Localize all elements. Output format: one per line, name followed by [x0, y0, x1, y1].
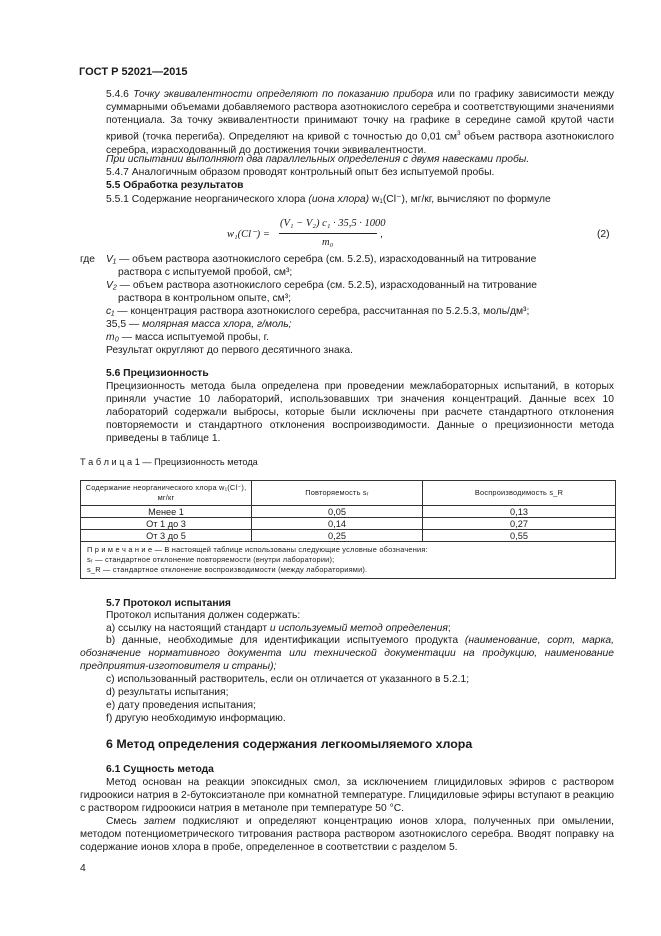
def-text: масса испытуемой пробы, г.: [134, 332, 269, 343]
italic-phrase: (наименование, сорт, марка, обозначение нормативного документа или технической документации на продукцию, наименование предприятия-изготовителя и страны);: [80, 635, 614, 673]
def-text: концентрация раствора азотнокислого серебра, рассчитанная по 5.2.5.3, моль/дм³;: [130, 306, 530, 317]
clause-number: 5.4.6: [106, 89, 134, 100]
cell-sr: 0,14: [252, 518, 423, 530]
cell-sR: 0,27: [423, 518, 616, 530]
list-text: b) данные, необходимые для идентификации испытуемого продукта: [106, 635, 465, 646]
where-label: где: [80, 254, 96, 265]
def-m0: [106, 331, 269, 344]
def-symbol: V₁ —: [106, 254, 130, 265]
def-symbol: V₂ —: [106, 280, 130, 291]
list-item-c: c) использованный растворитель, если он отличается от указанного в 5.2.1;: [106, 674, 470, 685]
list-item-d: d) результаты испытания;: [106, 687, 229, 698]
formula-lhs: w₁(Cl⁻) =: [227, 229, 270, 240]
cell-range: От 1 до 3: [81, 518, 252, 530]
table-caption: Т а б л и ц а 1 — Прецизионность метода: [80, 457, 258, 467]
def-symbol: c₁ —: [106, 306, 128, 317]
italic-phrase: затем: [143, 816, 176, 827]
def-v1-cont: раствора с испытуемой пробой, см³;: [118, 267, 293, 278]
list-text: ;: [447, 623, 451, 634]
note-line: sᵣ — стандартное отклонение повторяемости (внутри лаборатории);: [87, 555, 335, 564]
superscript: 3: [456, 130, 461, 138]
paragraph-5-4-7: 5.4.7 Аналогичным образом проводят контрольный опыт без испытуемой пробы.: [106, 167, 495, 178]
paragraph-text: w₁(Cl⁻), мг/кг, вычисляют по формуле: [369, 194, 551, 205]
paragraph-text: подкисляют и определяют концентрацию ионов хлора, полученных при омылении, методом потенциометрического титрования раствора раствором азотнокислого серебра. Вводят поправку на содержание ионов хлора в пробе, определенное в соответствии с разделом 5.: [80, 816, 614, 854]
italic-phrase: Точку эквивалентности определяют по показанию прибора: [133, 89, 434, 100]
paragraph-5-4-6: [106, 88, 614, 157]
def-c1: [106, 305, 529, 318]
header-reproducibility: Воспроизводимость s_R: [423, 481, 616, 506]
list-item-b: [80, 634, 614, 673]
italic-phrase: и используемый метод определения: [269, 623, 448, 634]
header-repeatability: Повторяемость sᵣ: [252, 481, 423, 506]
paragraph-text: или по графику зависимости между суммарными объемами добавляемого раствора азотнокислого серебра и соответствующими значениями потенциала. За точку эквивалентности принимают точку на графике в середине самой крутой части кривой (точка перегиба). Определяют на кривой с точностью до 0,01 см: [106, 89, 614, 143]
def-text: молярная масса хлора, г/моль;: [142, 319, 292, 330]
cell-range: Менее 1: [81, 506, 252, 518]
heading-section-6: 6 Метод определения содержания легкоомыляемого хлора: [106, 737, 473, 751]
paragraph-text: Смесь: [106, 816, 144, 827]
def-text: объем раствора азотнокислого серебра (см. 5.2.5), израсходованный на титрование: [132, 254, 537, 265]
paragraph-parallel-determinations: При испытании выполняют два параллельных определения с двумя навесками пробы.: [106, 154, 530, 165]
def-v1: [106, 253, 536, 266]
note-line: П р и м е ч а н и е — В настоящей таблице использованы следующие условные обозначения:: [87, 545, 428, 554]
cell-sr: 0,05: [252, 506, 423, 518]
list-item-e: e) дату проведения испытания;: [106, 700, 256, 711]
table-note: [81, 542, 616, 579]
heading-5-5: 5.5 Обработка результатов: [106, 180, 244, 191]
formula-denominator: m₀: [322, 237, 334, 248]
formula-number: (2): [597, 229, 610, 240]
def-symbol: 35,5 —: [106, 319, 140, 330]
cell-sR: 0,13: [423, 506, 616, 518]
heading-5-6: 5.6 Прецизионность: [106, 368, 209, 379]
paragraph-text: объем раствора азотнокислого серебра, израсходованный до достижения точки эквивалентности.: [106, 131, 614, 156]
formula-numerator: (V₁ − V₂) c₁ · 35,5 · 1000: [280, 218, 386, 229]
paragraph-6-1-a: Метод основан на реакции эпоксидных смол, за исключением глицидиловых эфиров с раствором гидроокиси натрия в 2-бутоксиэтаноле при комнатной температуре. Глицидиловые эфиры вступают в реакцию с раствором гидроокиси натрия в метаноле при температуре 50 °С.: [80, 777, 614, 815]
page-number: 4: [80, 863, 86, 874]
italic-phrase: (иона хлора): [308, 194, 370, 205]
paragraph-5-5-1: [106, 193, 551, 206]
def-v2: [106, 279, 537, 292]
paragraph-5-7: Протокол испытания должен содержать:: [106, 610, 301, 621]
note-line: s_R — стандартное отклонение воспроизводимости (между лабораториями).: [87, 565, 368, 574]
precision-table: [80, 480, 616, 579]
paragraph-text: 5.5.1 Содержание неорганического хлора: [106, 194, 309, 205]
def-35-5: [106, 318, 292, 331]
fraction-bar: [279, 233, 377, 234]
cell-range: От 3 до 5: [81, 530, 252, 542]
list-text: а) ссылку на настоящий стандарт: [106, 623, 270, 634]
list-item-f: f) другую необходимую информацию.: [106, 713, 286, 724]
paragraph-6-1-b: [80, 815, 614, 854]
def-text: объем раствора азотнокислого серебра (см. 5.2.5), израсходованный на титрование: [132, 280, 537, 291]
cell-sR: 0,55: [423, 530, 616, 542]
heading-6-1: 6.1 Сущность метода: [106, 764, 214, 775]
def-symbol: m₀ —: [106, 332, 133, 343]
heading-5-7: 5.7 Протокол испытания: [106, 598, 231, 609]
header-content: Содержание неорганического хлора w₁(Cl⁻), мг/кг: [81, 481, 252, 506]
table-row: [81, 530, 616, 542]
formula-comma: ,: [380, 228, 383, 240]
document-header: ГОСТ Р 52021—2015: [79, 66, 188, 78]
table-row: [81, 506, 616, 518]
def-v2-cont: раствора в контрольном опыте, см³;: [118, 293, 292, 304]
result-rounding: Результат округляют до первого десятичного знака.: [106, 345, 353, 356]
table-note-row: [81, 542, 616, 579]
paragraph-5-6: Прецизионность метода была определена при проведении межлабораторных испытаний, в которых приняли участие 10 лабораторий, использовавших три значения концентраций. Данные всех 10 лабораторий содержали выбросы, которые были исключены при расчете стандартного отклонения повторяемости и стандартного отклонения воспроизводимости. Данные о прецизионности метода приведены в таблице 1.: [106, 381, 614, 445]
table-row: [81, 518, 616, 530]
cell-sr: 0,25: [252, 530, 423, 542]
table-header-row: [81, 481, 616, 506]
